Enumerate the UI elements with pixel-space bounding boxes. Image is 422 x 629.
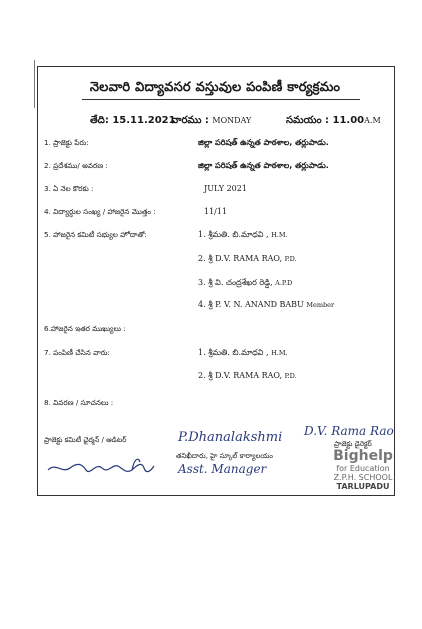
day-label: వారము :	[171, 115, 209, 126]
project-director-signature: D.V. Rama Rao	[304, 424, 394, 438]
row-label: 2. ప్రదేశము/ అవరణ :	[44, 161, 108, 170]
day-value: MONDAY	[212, 116, 252, 125]
member-number: 2.	[198, 254, 206, 263]
distributor-role: H.M.	[271, 349, 288, 357]
time-field	[286, 114, 381, 128]
time-label: సమయం :	[286, 115, 330, 126]
member-name: శ్రీమతి. బి.మాధవి ,	[208, 230, 269, 239]
date-label: తేది:	[90, 115, 109, 126]
date-field	[90, 114, 176, 128]
member-role: Member	[306, 301, 335, 309]
row-label: 4. విద్యార్థుల సంఖ్య / హాజరైన మొత్తం :	[44, 207, 156, 216]
member-name: శ్రీ P. V. N. ANAND BABU	[208, 300, 304, 309]
inspector-label: తనిఖీదారు, హై స్కూల్ కార్యాలయం	[176, 452, 273, 460]
time-suffix: A.M	[364, 116, 381, 125]
row-other-attendees	[44, 324, 384, 338]
distributor-role: P.D.	[284, 372, 297, 380]
date-value: 15.11.2021	[112, 115, 176, 126]
project-director-label: ప్రాజెక్టు డైరెక్టర్	[334, 440, 372, 448]
row-student-count	[44, 207, 384, 221]
asst-manager-signature-sub: Asst. Manager	[178, 462, 267, 476]
distributor-name: శ్రీమతి. బి.మాధవి ,	[208, 348, 269, 357]
stamp-line: for Education	[336, 464, 390, 473]
row-label: 8. వివరణ / సూచనలు :	[44, 398, 114, 407]
row-value: జిల్లా పరిషత్ ఉన్నత పాఠశాల, తర్లుపాడు.	[198, 161, 329, 170]
row-label: 6.హాజరైన ఇతర ముఖ్యులు :	[44, 324, 126, 333]
committee-member	[198, 278, 292, 289]
margin-mark	[34, 60, 35, 108]
school-stamp	[330, 448, 396, 491]
committee-member	[198, 230, 288, 241]
row-project-name	[44, 138, 384, 152]
distributor	[198, 371, 297, 382]
day-field	[171, 114, 251, 128]
row-value: జిల్లా పరిషత్ ఉన్నత పాఠశాల, తర్లుపాడు.	[198, 138, 329, 147]
stamp-line: TARLUPADU	[336, 482, 390, 491]
row-label: 5. హాజరైన కమిటీ సభ్యుల హోదాతో:	[44, 230, 147, 239]
distributor	[198, 348, 288, 359]
row-label: 3. ఏ నెల కొరకు :	[44, 184, 94, 193]
chairman-signature	[46, 452, 158, 482]
stamp-line: Z.P.H. SCHOOL	[333, 473, 393, 482]
distributor-name: శ్రీ D.V. RAMA RAO,	[208, 371, 283, 380]
distributor-number: 1.	[198, 348, 206, 357]
member-role: P.D.	[284, 255, 297, 263]
time-value: 11.00	[332, 115, 365, 126]
row-label: 1. ప్రాజెక్టు పేరు:	[44, 138, 89, 147]
row-label: 7. పంపిణీ చేసిన వారు:	[44, 348, 110, 357]
committee-member	[198, 300, 334, 311]
row-location	[44, 161, 384, 175]
committee-member	[198, 254, 297, 265]
member-number: 1.	[198, 230, 206, 239]
row-value: 11/11	[204, 207, 228, 216]
member-name: శ్రీ D.V. RAMA RAO,	[208, 254, 283, 263]
row-month	[44, 184, 384, 198]
title-underline	[82, 99, 360, 100]
member-name: శ్రీ వి. చంద్రశేఖర రెడ్డి,	[208, 278, 273, 287]
member-number: 3.	[198, 278, 206, 287]
member-role: H.M.	[271, 231, 288, 239]
document-title: నెలవారి విద్యావసర వస్తువుల పంపిణీ కార్యక్రమం	[89, 80, 341, 95]
row-remarks	[44, 398, 384, 412]
member-number: 4.	[198, 300, 206, 309]
asst-manager-signature-name: P.Dhanalakshmi	[178, 430, 283, 445]
chairman-auditor-label: ప్రాజెక్టు కమిటీ ఛైర్మన్ / ఆడిటర్	[44, 436, 127, 444]
member-role: A.P.D	[275, 279, 293, 287]
stamp-brand: Bighelp	[333, 448, 393, 464]
distributor-number: 2.	[198, 371, 206, 380]
row-value: JULY 2021	[204, 184, 247, 193]
